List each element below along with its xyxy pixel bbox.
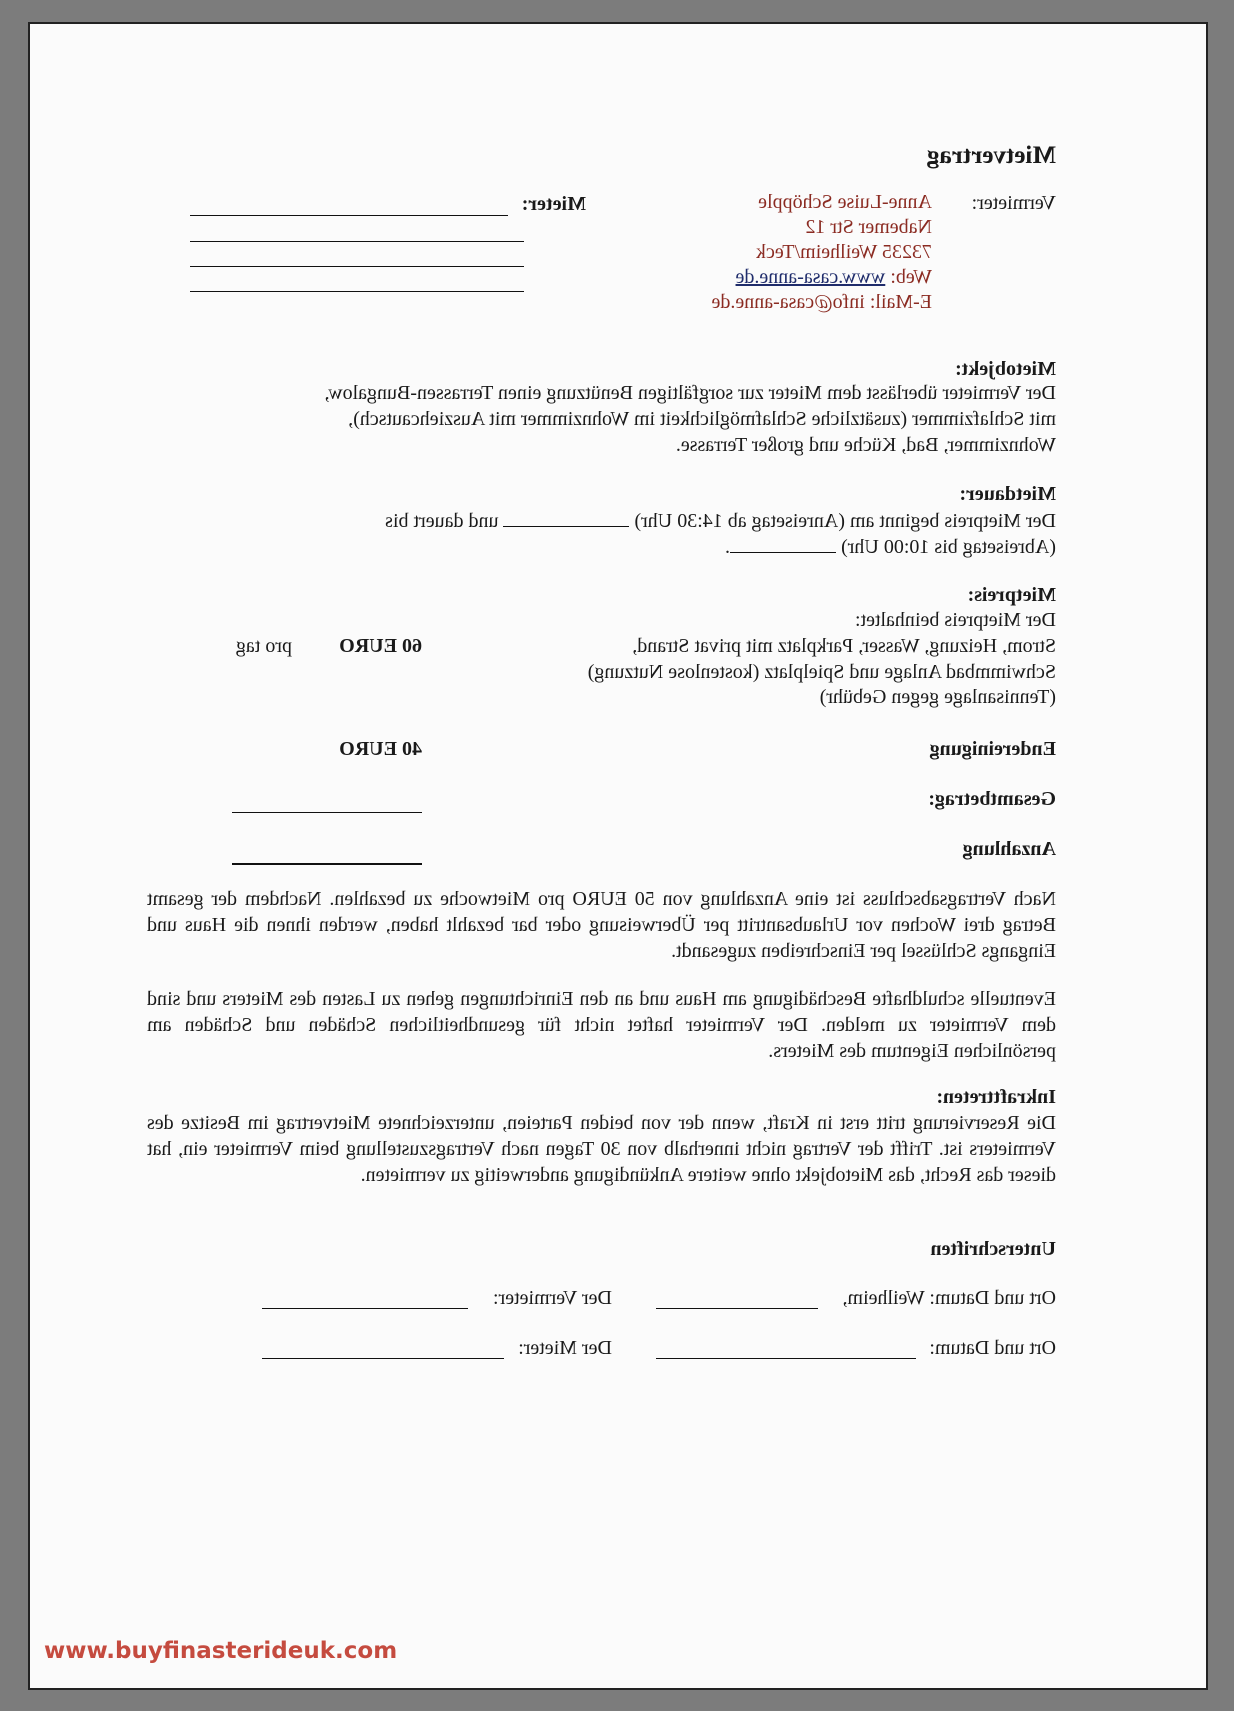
gesamtbetrag-label: Gesamtbetrag:: [928, 788, 1056, 810]
tenant-label: Mieter:: [521, 193, 586, 215]
landlord-street: Nabemer Str 12: [805, 216, 932, 238]
mietobjekt-line-1: Der Vermieter überlässt dem Mieter zur sorgfältigen Benützung einen Terrassen-Bungalow,: [324, 382, 1056, 404]
web-link[interactable]: www.casa-anne.de: [735, 266, 886, 288]
tenant-signature-field[interactable]: [262, 1358, 504, 1359]
schaden-paragraph: Eventuelle schuldhafte Beschädigung am Haus und an den Einrichtungen gehen zu Lasten des Mieters und sind dem Vermieter zu melden. Der Vermieter haftet nicht für gesundheitlichen Schäden und Schäden am persönlichen Eigentum des Mieters.: [147, 988, 1056, 1062]
endreinigung-amount: 40 EURO: [339, 738, 422, 760]
landlord-email: E-Mail: info@casa-anne.de: [711, 291, 932, 313]
mietpreis-item-1: Strom, Heizung, Wasser, Parkplatz mit privat Strand,: [632, 635, 1056, 657]
mietpreis-item-2: Schwimmbad Anlage und Spielplatz (kostenlose Nutzung): [587, 661, 1056, 683]
document-title: Mietvertrag: [926, 142, 1056, 169]
inkrafttreten-heading: Inkrafttreten:: [936, 1086, 1056, 1108]
anzahlung-paragraph: Nach Vertragsabschluss ist eine Anzahlung von 50 EURO pro Mietwoche zu bezahlen. Nachdem der gesamt Betrag drei Wochen vor Urlaubsantritt per Überweisung oder bar bezahlt haben, werden ihnen die Haus und Eingangs Schlüssel per Einschreiben zugesandt.: [147, 888, 1056, 962]
mietpreis-heading: Mietpreis:: [967, 584, 1056, 606]
tenant-line-1: [190, 215, 508, 216]
mietdauer-start-text: Der Mietpreis beginnt am (Anreisetag ab 14:30 Uhr): [634, 510, 1056, 532]
signature-row-2-role: Der Mieter:: [518, 1337, 612, 1359]
landlord-name: Anne-Luise Schöpple: [758, 191, 932, 213]
inkrafttreten-text: Die Reservierung tritt erst in Kraft, wenn der von beiden Parteien, unterzeichnete Mietvertrag im Besitze des Vermieters ist. Trifft der Vertrag nicht innerhalb von 30 Tagen nach Vertragszustellung beim Vermieter ein, hat dieser das Recht, das Mietobjekt ohne weitere Ankündigung anderweitig zu vermieten.: [147, 1112, 1056, 1186]
endreinigung-label: Endereinigung: [929, 738, 1056, 760]
tenant-date-field[interactable]: [656, 1358, 916, 1359]
landlord-signature-field[interactable]: [262, 1308, 468, 1309]
unterschriften-heading: Unterschriften: [930, 1238, 1056, 1260]
mietpreis-price-unit: pro tag: [235, 635, 292, 657]
tenant-line-3: [190, 266, 524, 267]
mietdauer-period: .: [725, 536, 731, 558]
signature-row-1-place: Ort und Datum: Weilheim,: [842, 1287, 1056, 1309]
signature-row-1-role: Der Vermieter:: [492, 1287, 612, 1309]
gesamtbetrag-field[interactable]: [232, 812, 422, 813]
mietdauer-line-2: [725, 533, 1056, 560]
mietdauer-heading: Mietdauer:: [959, 483, 1056, 505]
signature-row-2-place: Ort und Datum:: [929, 1337, 1056, 1359]
mietdauer-line-1: [385, 507, 1056, 534]
mietpreis-item-3: (Tennisanlage gegen Gebühr): [819, 686, 1056, 708]
tenant-line-4: [190, 291, 524, 292]
tenant-line-2: [190, 241, 524, 242]
anzahlung-field[interactable]: [232, 863, 422, 865]
landlord-city: 73235 Weilheim/Teck: [755, 241, 932, 263]
mietobjekt-line-2: mit Schlafzimmer (zusätzliche Schlafmöglichkeit im Wohnzimmer mit Ausziehcautsch),: [348, 408, 1056, 430]
anzahlung-label: Anzahlung: [962, 838, 1056, 860]
landlord-label: Vermieter:: [971, 192, 1056, 214]
mietpreis-intro: Der Mietpreis beinhaltet:: [854, 609, 1056, 631]
end-date-field[interactable]: [730, 533, 836, 553]
landlord-web: [736, 265, 932, 290]
mietdauer-abreise-text: (Abreisetag bis 10:00 Uhr): [841, 536, 1056, 558]
mietdauer-end-text: und dauert bis: [385, 510, 499, 532]
start-date-field[interactable]: [503, 507, 629, 527]
mirrored-content: [34, 24, 1208, 1688]
watermark-text: www.buyfinasterideuk.com: [44, 1638, 398, 1664]
document-page: [28, 22, 1208, 1690]
mietobjekt-line-3: Wohnzimmer, Bad, Küche und großer Terrasse.: [675, 434, 1056, 456]
web-label: Web:: [890, 266, 932, 288]
landlord-date-field[interactable]: [656, 1308, 818, 1309]
mietobjekt-heading: Mietobjekt:: [954, 358, 1056, 380]
mietpreis-price: 60 EURO: [339, 635, 422, 657]
